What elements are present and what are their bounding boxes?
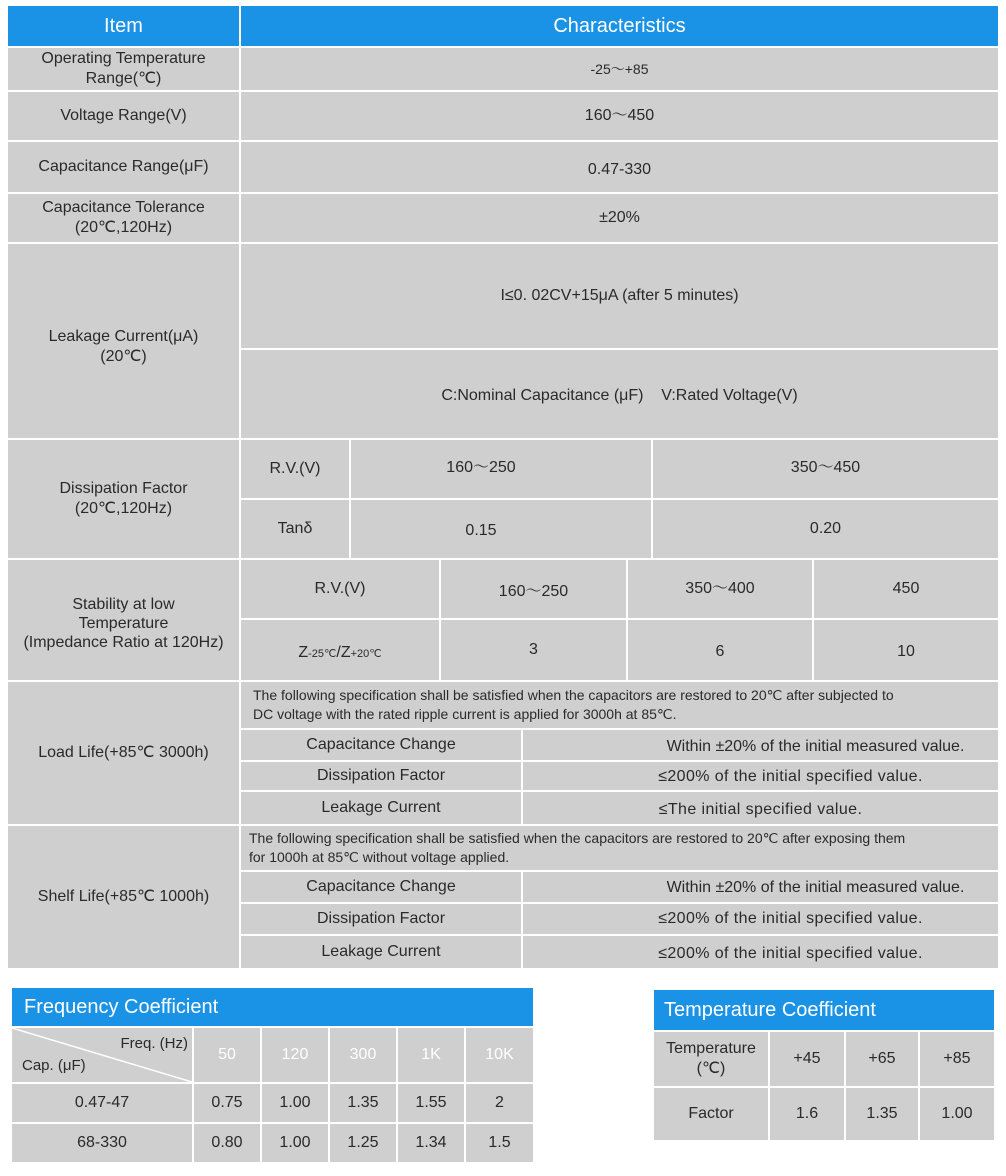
freq-row-2-val-3-text: 1.25 (347, 1134, 379, 1151)
voltage-range-label (8, 92, 239, 140)
capacitance-range-label-text: Capacitance Range(μF) (38, 158, 209, 175)
shelf-life-value-1-text: Within ±20% of the initial measured value. (666, 879, 965, 896)
freq-header-1k (398, 1028, 464, 1082)
df-col-2-text: 350～450 (790, 459, 861, 476)
freq-coef-title (12, 988, 533, 1026)
stab-z-label (241, 620, 439, 680)
temp-label-cell (654, 1032, 768, 1086)
freq-row-1-cap (12, 1084, 192, 1122)
stab-z-main: Z (298, 643, 309, 661)
factor-val-1 (770, 1088, 844, 1140)
factor-label-text: Factor (688, 1105, 734, 1122)
dissipation-factor-label-line2: (20℃,120Hz) (74, 500, 173, 517)
header-characteristics (241, 6, 998, 46)
freq-row-1-val-4-text: 1.55 (415, 1094, 447, 1111)
load-life-note (241, 682, 998, 728)
freq-row-2-val-5-text: 1.5 (488, 1134, 511, 1151)
freq-row-1-val-1-text: 0.75 (211, 1094, 243, 1111)
voltage-range-value (241, 92, 998, 140)
leakage-current-label-line1: Leakage Current(μA) (48, 328, 199, 345)
voltage-range-value-text: 160～450 (584, 107, 655, 124)
factor-val-1-text: 1.6 (795, 1105, 819, 1122)
stab-val-1 (441, 620, 626, 680)
shelf-life-value-1 (523, 872, 998, 902)
freq-row-2-cap (12, 1124, 192, 1162)
stab-rv-label-text: R.V.(V) (314, 580, 366, 597)
df-val-1-text: 0.15 (465, 522, 497, 539)
dissipation-factor-label-line1: Dissipation Factor (59, 480, 188, 497)
temp-coef-title (654, 990, 994, 1030)
df-rv-label-text: R.V.(V) (269, 460, 321, 477)
df-tan-label (241, 500, 349, 558)
capacitance-tolerance-label-line1: Capacitance Tolerance (42, 199, 205, 216)
df-val-2-text: 0.20 (809, 520, 842, 537)
leakage-current-label-line2: (20℃) (100, 348, 147, 365)
freq-coef-title-text: Frequency Coefficient (24, 996, 219, 1018)
shelf-life-item-2-text: Dissipation Factor (316, 910, 446, 927)
freq-header-300-text: 300 (349, 1046, 377, 1063)
freq-corner-cell (12, 1028, 192, 1082)
capacitance-range-value (241, 142, 998, 192)
stab-col-3 (814, 560, 998, 618)
load-life-item-3-text: Leakage Current (321, 799, 441, 816)
load-life-label-text: Load Life(+85℃ 3000h) (38, 744, 209, 761)
df-tan-label-text: Tanδ (277, 520, 313, 537)
df-rv-label (241, 440, 349, 498)
shelf-life-item-1-text: Capacitance Change (306, 878, 456, 895)
corner-freq-label: Freq. (Hz) (120, 1035, 188, 1052)
corner-cap-label: Cap. (μF) (22, 1057, 86, 1074)
shelf-life-item-2 (241, 904, 521, 934)
operating-temp-label (8, 48, 239, 90)
df-col-1 (351, 440, 651, 498)
load-life-value-3 (523, 792, 998, 824)
stability-label-line1: Stability at low (72, 595, 175, 613)
temp-header-65 (846, 1032, 918, 1086)
stab-z-mid: /Z (336, 643, 351, 661)
freq-row-1-val-3-text: 1.35 (347, 1094, 379, 1111)
stab-col-1-text: 160～250 (498, 583, 569, 600)
load-life-note-line1: The following specification shall be satisfied when the capacitors are restored to 20℃ after subjected to (253, 687, 894, 703)
freq-row-2-val-1-text: 0.80 (211, 1134, 243, 1151)
shelf-life-note-line2: for 1000h at 85℃ without voltage applied. (249, 849, 510, 865)
freq-row-1-cap-text: 0.47-47 (74, 1094, 130, 1111)
stab-col-3-text: 450 (892, 580, 920, 597)
freq-row-1-val-4 (398, 1084, 464, 1122)
stab-col-2-text: 350～400 (685, 580, 755, 597)
freq-header-10k (466, 1028, 533, 1082)
temp-header-45-text: +45 (793, 1050, 821, 1067)
load-life-value-2-text: ≤200% of the initial specified value. (658, 768, 923, 785)
freq-row-1-val-1 (194, 1084, 260, 1122)
leakage-current-legend (241, 350, 998, 438)
load-life-item-3 (241, 792, 521, 824)
load-life-value-2 (523, 762, 998, 790)
df-val-1 (351, 500, 651, 558)
temp-header-85-text: +85 (943, 1050, 971, 1067)
freq-header-50-text: 50 (218, 1046, 236, 1063)
shelf-life-label-text: Shelf Life(+85℃ 1000h) (37, 888, 210, 905)
shelf-life-item-3 (241, 936, 521, 968)
stab-z-sub2: +20℃ (350, 647, 382, 660)
factor-label-cell (654, 1088, 768, 1140)
stab-val-1-text: 3 (529, 641, 538, 658)
freq-row-1-val-5 (466, 1084, 533, 1122)
freq-header-50 (194, 1028, 260, 1082)
header-item (8, 6, 239, 46)
stab-rv-label (241, 560, 439, 618)
shelf-life-value-3-text: ≤200% of the initial specified value. (658, 945, 923, 962)
operating-temp-value (241, 48, 998, 90)
capacitance-tolerance-label (8, 194, 239, 242)
stab-val-3-text: 10 (897, 643, 915, 660)
freq-row-2-val-4 (398, 1124, 464, 1162)
freq-row-2-cap-text: 68-330 (77, 1134, 127, 1151)
leakage-current-formula-text: I≤0. 02CV+15μA (after 5 minutes) (500, 287, 739, 304)
capacitance-tolerance-value (241, 194, 998, 242)
temp-coef-title-text: Temperature Coefficient (664, 999, 876, 1021)
stab-col-1 (441, 560, 626, 618)
temp-header-45 (770, 1032, 844, 1086)
temp-header-85 (920, 1032, 994, 1086)
temp-label-line1: Temperature (666, 1040, 756, 1057)
freq-header-120-text: 120 (281, 1046, 309, 1063)
leakage-current-legend-text: C:Nominal Capacitance (μF) V:Rated Voltage(V) (441, 387, 798, 404)
df-col-2 (653, 440, 998, 498)
capacitance-range-label (8, 142, 239, 192)
load-life-label (8, 682, 239, 824)
load-life-value-3-text: ≤The initial specified value. (658, 801, 863, 818)
leakage-current-label (8, 244, 239, 438)
freq-row-1-val-5-text: 2 (495, 1094, 504, 1111)
load-life-value-1 (523, 730, 998, 760)
load-life-item-1-text: Capacitance Change (306, 736, 456, 753)
df-col-1-text: 160～250 (446, 459, 516, 476)
shelf-life-note-line1: The following specification shall be satisfied when the capacitors are restored to 20℃ after exposing them (249, 830, 906, 846)
operating-temp-value-text: -25～+85 (590, 61, 649, 77)
freq-row-1-val-3 (330, 1084, 396, 1122)
load-life-item-1 (241, 730, 521, 760)
freq-row-2-val-2-text: 1.00 (279, 1134, 311, 1151)
freq-row-2-val-3 (330, 1124, 396, 1162)
shelf-life-item-1 (241, 872, 521, 902)
df-val-2 (653, 500, 998, 558)
freq-row-2-val-2 (262, 1124, 328, 1162)
factor-val-3 (920, 1088, 994, 1140)
operating-temp-label-line2: Range(℃) (85, 70, 162, 87)
stab-val-3 (814, 620, 998, 680)
freq-row-2-val-1 (194, 1124, 260, 1162)
stab-col-2 (628, 560, 812, 618)
shelf-life-value-3 (523, 936, 998, 968)
load-life-item-2 (241, 762, 521, 790)
shelf-life-note (241, 826, 998, 870)
capacitance-tolerance-value-text: ±20% (599, 209, 640, 226)
factor-val-3-text: 1.00 (941, 1105, 973, 1122)
stability-label (8, 560, 239, 680)
freq-header-120 (262, 1028, 328, 1082)
stab-z-sub1: -25℃ (308, 647, 337, 660)
freq-header-10k-text: 10K (485, 1046, 514, 1063)
stab-val-2 (628, 620, 812, 680)
dissipation-factor-label (8, 440, 239, 558)
freq-row-1-val-2 (262, 1084, 328, 1122)
header-item-label: Item (104, 15, 143, 37)
header-characteristics-label: Characteristics (553, 15, 686, 37)
load-life-item-2-text: Dissipation Factor (316, 767, 446, 784)
freq-row-1-val-2-text: 1.00 (279, 1094, 311, 1111)
operating-temp-label-line1: Operating Temperature (41, 50, 206, 67)
freq-header-1k-text: 1K (421, 1046, 441, 1063)
temp-header-65-text: +65 (868, 1050, 896, 1067)
capacitance-tolerance-label-line2: (20℃,120Hz) (74, 219, 173, 236)
temp-label-line2: (℃) (696, 1060, 726, 1077)
shelf-life-label (8, 826, 239, 968)
factor-val-2-text: 1.35 (866, 1105, 898, 1122)
voltage-range-label-text: Voltage Range(V) (60, 107, 187, 124)
capacitance-range-value-text: 0.47-330 (587, 161, 652, 178)
stab-val-2-text: 6 (715, 643, 725, 660)
shelf-life-value-2-text: ≤200% of the initial specified value. (658, 910, 923, 927)
freq-row-2-val-5 (466, 1124, 533, 1162)
factor-val-2 (846, 1088, 918, 1140)
stability-label-line2: Temperature (78, 614, 169, 632)
freq-header-300 (330, 1028, 396, 1082)
shelf-life-item-3-text: Leakage Current (321, 943, 441, 960)
load-life-note-line2: DC voltage with the rated ripple current is applied for 3000h at 85℃. (253, 706, 677, 722)
freq-row-2-val-4-text: 1.34 (415, 1134, 447, 1151)
stability-label-line3: (Impedance Ratio at 120Hz) (23, 633, 224, 651)
shelf-life-value-2 (523, 904, 998, 934)
leakage-current-formula (241, 244, 998, 348)
load-life-value-1-text: Within ±20% of the initial measured value. (666, 738, 965, 755)
